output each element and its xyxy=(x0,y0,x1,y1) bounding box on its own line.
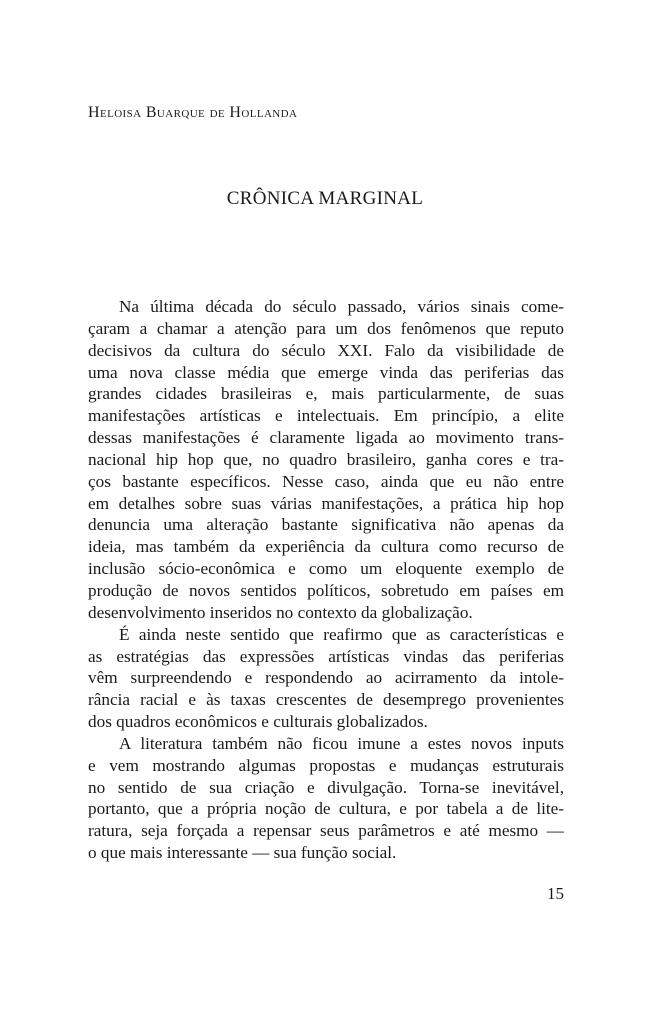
text-line: denuncia uma alteração bastante significativa não apenas da xyxy=(88,515,564,535)
text-line: Na última década do século passado, vários sinais come- xyxy=(119,297,564,316)
text-line: no sentido de sua criação e divulgação. Torna-se inevitável, xyxy=(88,777,564,797)
text-line: ideia, mas também da experiência da cultura como recurso de xyxy=(88,537,564,557)
text-line: ratura, seja forçada a repensar seus parâmetros e até mesmo — xyxy=(88,821,564,841)
page-number: 15 xyxy=(547,884,564,903)
text-line: çaram a chamar a atenção para um dos fenômenos que reputo xyxy=(88,318,564,338)
text-line: dessas manifestações é claramente ligada ao movimento trans- xyxy=(88,428,564,448)
chapter-title: CRÔNICA MARGINAL xyxy=(226,188,424,209)
text-line: o que mais interessante — sua função social. xyxy=(88,843,397,863)
text-line: É ainda neste sentido que reafirmo que as características e xyxy=(119,624,564,644)
body-text xyxy=(88,296,564,864)
text-line: vêm surpreendendo e respondendo ao acirramento da intole- xyxy=(88,668,564,688)
text-line: A literatura também não ficou imune a estes novos inputs xyxy=(119,733,564,753)
text-line: inclusão sócio-econômica e como um eloquente exemplo de xyxy=(88,559,564,579)
text-line: uma nova classe média que emerge vinda das periferias das xyxy=(88,362,564,382)
text-line: manifestações artísticas e intelectuais. Em princípio, a elite xyxy=(88,406,564,426)
text-line: produção de novos sentidos políticos, sobretudo em países em xyxy=(88,580,564,600)
text-line: em detalhes sobre suas várias manifestações, a prática hip hop xyxy=(88,493,564,513)
text-line: decisivos da cultura do século XXI. Falo da visibilidade de xyxy=(88,340,564,360)
text-line: nacional hip hop que, no quadro brasileiro, ganha cores e tra- xyxy=(88,449,564,469)
text-line: as estratégias das expressões artísticas vindas das periferias xyxy=(88,646,564,666)
text-line: portanto, que a própria noção de cultura, e por tabela a de lite- xyxy=(88,799,564,819)
text-line: grandes cidades brasileiras e, mais particularmente, de suas xyxy=(88,384,564,404)
text-line: desenvolvimento inseridos no contexto da globalização. xyxy=(88,602,473,622)
text-line: e vem mostrando algumas propostas e mudanças estruturais xyxy=(88,755,564,775)
text-line: dos quadros econômicos e culturais globalizados. xyxy=(88,712,428,732)
text-line: ços bastante específicos. Nesse caso, ainda que eu não entre xyxy=(88,471,564,491)
running-head: Heloisa Buarque de Hollanda xyxy=(88,104,298,121)
text-line: rância racial e às taxas crescentes de desemprego provenientes xyxy=(88,690,564,710)
